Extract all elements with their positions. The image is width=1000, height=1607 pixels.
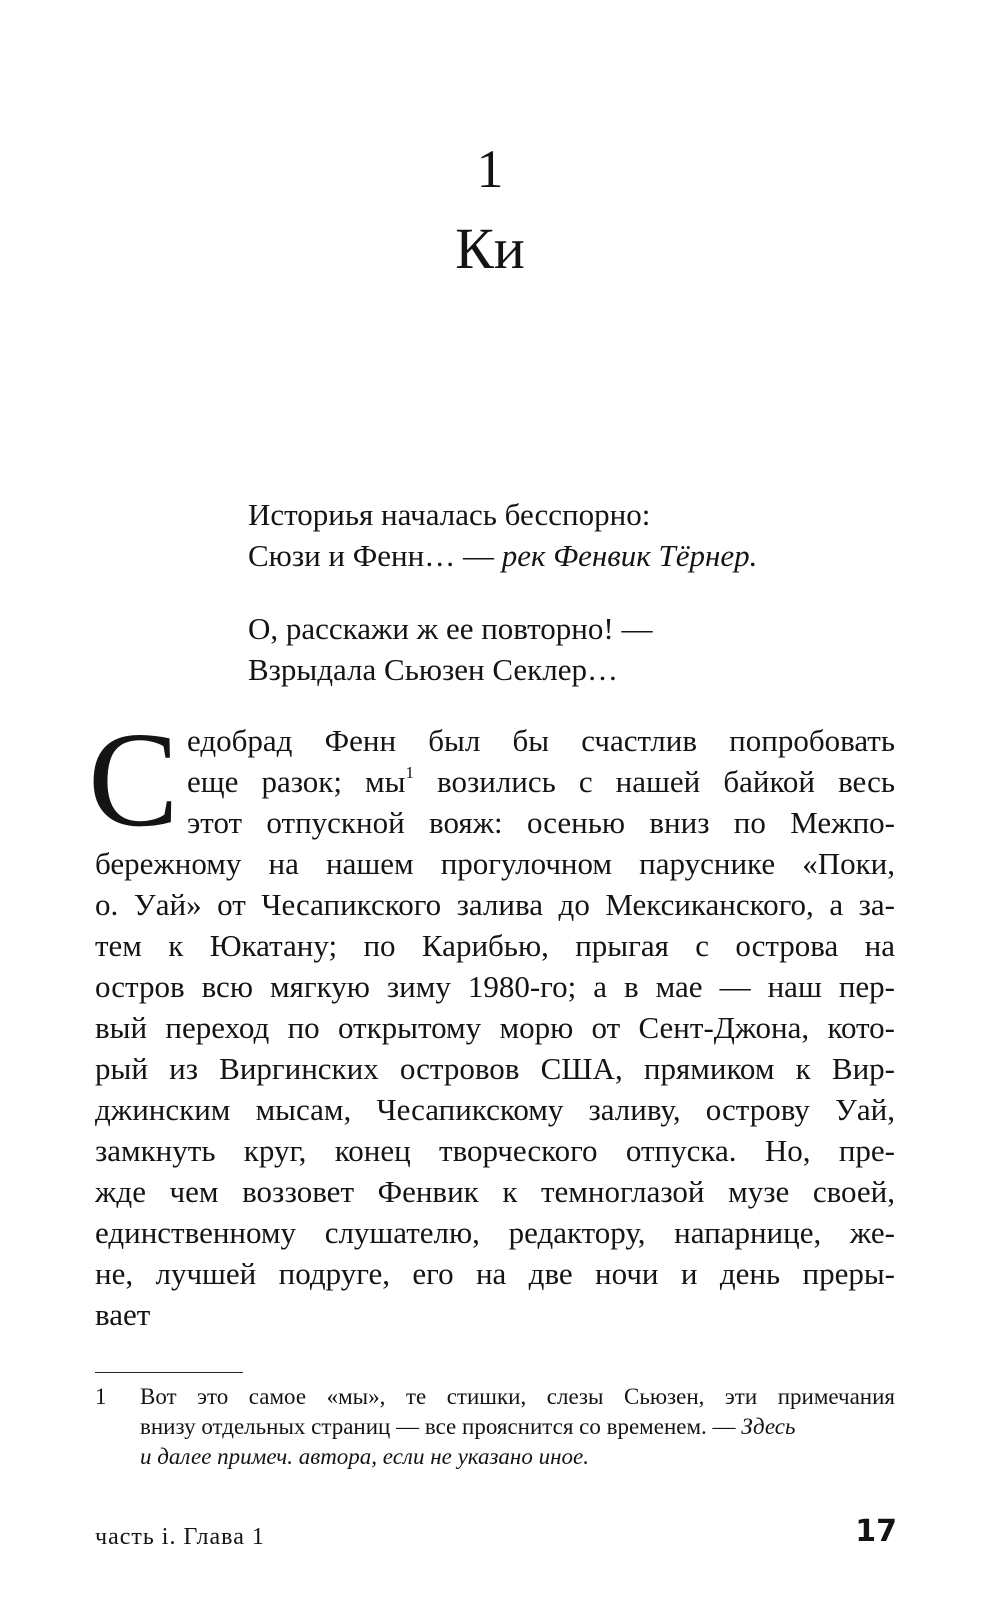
body-line: не, лучшей подруге, его на две ночи и день преры- [95,1256,895,1291]
body-line: о. Уай» от Чесапикского залива до Мексиканского, а за- [95,887,895,922]
epigraph-line [248,535,898,576]
footnote-reference[interactable]: 1 [405,763,414,782]
body-line: жде чем воззовет Фенвик к темноглазой музе своей, [95,1174,895,1209]
body-line-text: еще разок; мы [187,764,406,799]
body-line: едобрад Фенн был бы счастлив попробовать [187,723,895,758]
body-line: рый из Виргинских островов США, прямиком к Вир- [95,1051,895,1086]
footnote-divider [95,1372,243,1373]
body-line: джинским мысам, Чесапикскому заливу, острову Уай, [95,1092,895,1127]
body-line-text: возились с нашей байкой весь [413,764,895,799]
footnote-line [140,1412,895,1442]
epigraph [248,494,898,690]
footnote [95,1382,895,1472]
page-number: 17 [855,1514,897,1549]
epigraph-line: Историья началась бесспорно: [248,497,651,532]
footnote-line-text: внизу отдельных страниц — все прояснится со временем. — [140,1414,742,1439]
body-line: единственному слушателю, редактору, напарнице, же- [95,1215,895,1250]
chapter-title: Ки [455,216,525,281]
body-paragraph [95,720,895,1335]
footnote-line: Вот это самое «мы», те стишки, слезы Сьюзен, эти примечания [140,1384,895,1409]
drop-cap: С [88,705,179,855]
epigraph-line-text: Сюзи и Фенн… — [248,538,502,573]
body-line: бережному на нашем прогулочном паруснике «Поки, [95,846,895,881]
epigraph-attribution: рек Фенвик Тёрнер. [501,538,758,573]
epigraph-line: Взрыдала Сьюзен Секлер… [248,652,618,687]
epigraph-stanza [248,608,898,690]
footnote-number: 1 [95,1384,107,1409]
body-line: тем к Юкатану; по Карибью, прыгая с острова на [95,928,895,963]
running-footer: часть i. Глава 1 [95,1524,265,1550]
epigraph-line: О, расскажи ж ее повторно! — [248,611,653,646]
footnote-line [140,1442,895,1472]
chapter-number: 1 [476,139,504,199]
body-line: остров всю мягкую зиму 1980-го; а в мае — наш пер- [95,969,895,1004]
body-line: вает [95,1297,151,1332]
footnote-note-italic: Здесь [741,1414,796,1439]
body-line: вый переход по открытому морю от Сент-Джона, кото- [95,1010,895,1045]
body-line: этот отпускной вояж: осенью вниз по Межпо- [187,805,895,840]
epigraph-stanza [248,494,898,576]
body-line [187,761,895,802]
footnote-note-italic: и далее примеч. автора, если не указано иное. [140,1444,589,1469]
body-line: замкнуть круг, конец творческого отпуска. Но, пре- [95,1133,895,1168]
